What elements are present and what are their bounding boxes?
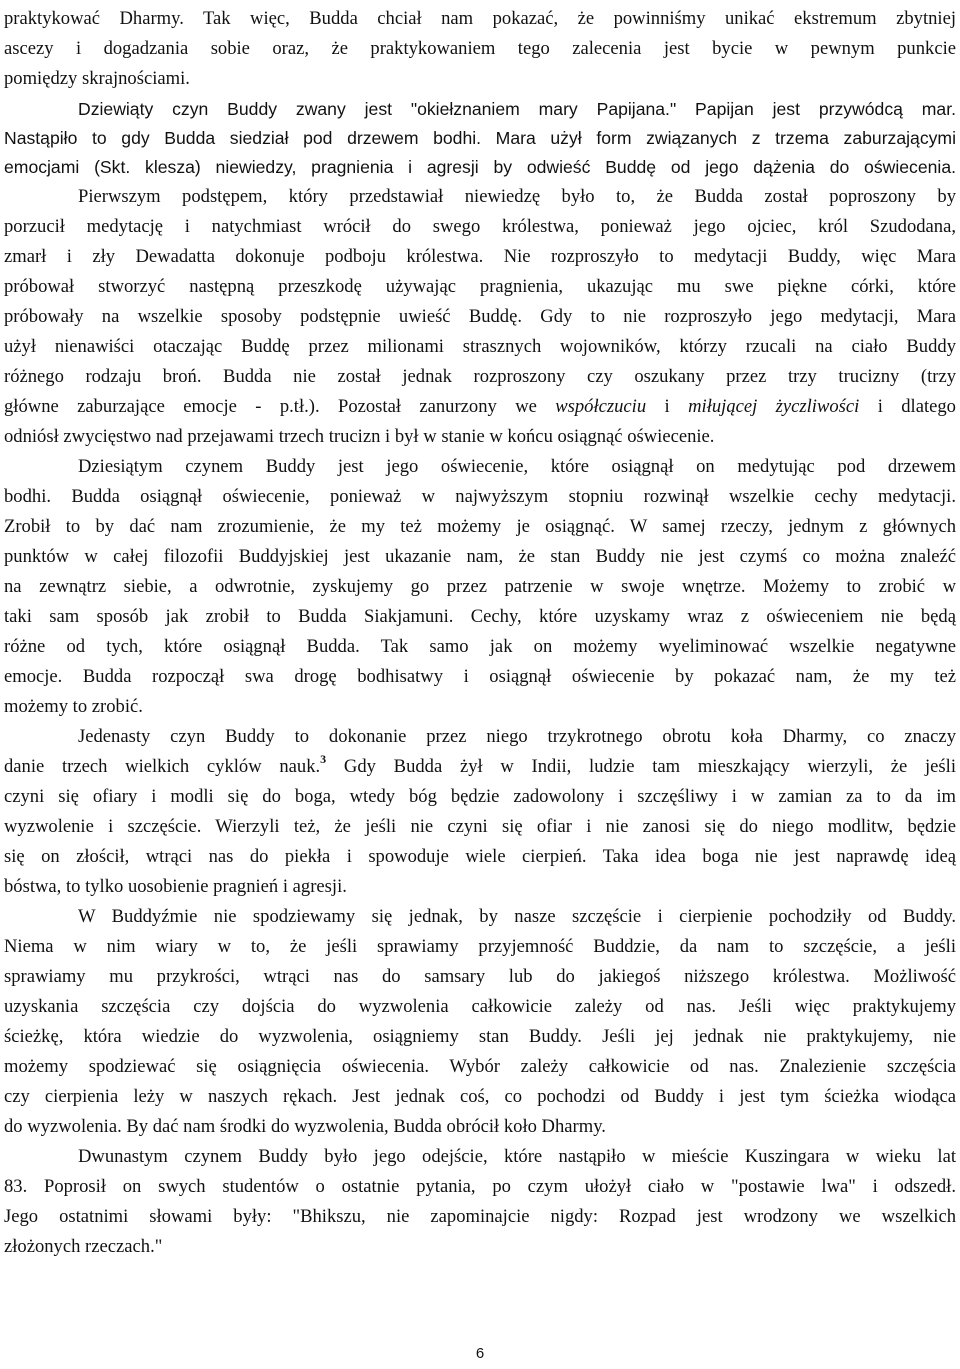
text-span: Dwunastym czynem Buddy było jego odejście, które nastąpiło w mieście Kuszingara w wieku lat [78, 1146, 956, 1167]
text-span: ascezy i dogadzania sobie oraz, że praktykowaniem tego zalecenia jest bycie w pewnym punkcie [4, 38, 956, 59]
text-line [4, 1112, 606, 1142]
text-span: na zewnątrz siebie, a odwrotnie, zyskujemy go przez patrzenie w swoje wnętrze. Możemy to zrobić w [4, 576, 956, 597]
text-line [4, 422, 714, 452]
text-span: Zrobił to by dać nam zrozumienie, że my też możemy je osiągnąć. W samej rzeczy, jednym z głównych [4, 516, 956, 537]
text-span: do wyzwolenia. By dać nam środki do wyzwolenia, Budda obrócił koło Dharmy. [4, 1116, 606, 1137]
text-span: bóstwa, to tylko uosobienie pragnień i agresji. [4, 876, 347, 897]
text-span: próbował stworzyć następną przeszkodę używając pragnienia, ukazując mu swe piękne córki, które [4, 276, 956, 297]
text-line [4, 572, 956, 602]
footnote-marker[interactable]: 3 [320, 751, 327, 766]
text-span: Jedenasty czyn Buddy to dokonanie przez niego trzykrotnego obrotu koła Dharmy, co znaczy [78, 726, 956, 747]
text-line [4, 1202, 956, 1232]
text-span: Jego ostatnimi słowami były: "Bhikszu, nie zapominajcie nigdy: Rozpad jest wrodzony we wszelkich [4, 1206, 956, 1227]
text-line [4, 362, 956, 392]
text-line [4, 1022, 956, 1052]
text-line [4, 123, 956, 154]
text-span: się on złościł, wtrąci nas do piekła i spowoduje wiele cierpień. Taka idea boga nie jest naprawdę ideą [4, 846, 956, 867]
text-span: emocjami (Skt. klesza) niewiedzy, pragnienia i agresji by odwieść Buddę od jego dążenia do oświecenia. [4, 157, 956, 177]
text-span: W Buddyźmie nie spodziewamy się jednak, by nasze szczęście i cierpienie pochodziły od Buddy. [78, 906, 956, 927]
text-span: odniósł zwycięstwo nad przejawami trzech trucizn i był w stanie w końcu osiągnąć oświecenie. [4, 426, 715, 447]
text-line [4, 932, 956, 962]
text-line [78, 182, 956, 212]
text-line [4, 392, 956, 422]
text-line [4, 542, 956, 572]
page-number: 6 [475, 1345, 485, 1362]
text-span: próbowały na wszelkie sposoby podstępnie uwieść Buddę. Gdy to nie rozproszyło jego medytacji, Mara [4, 306, 956, 327]
text-line [4, 332, 956, 362]
text-span: sprawiamy mu przykrości, wtrąci nas do samsary lub do jakiegoś niższego królestwa. Możliwość [4, 966, 956, 987]
text-span: Niema w nim wiary w to, że jeśli sprawiamy przyjemność Buddzie, da nam to szczęście, a jeśli [4, 936, 956, 957]
text-line [78, 722, 956, 752]
text-line [4, 752, 956, 782]
text-line [4, 992, 956, 1022]
text-span: wyzwolenie i szczęście. Wierzyli też, że jeśli nie czyni się ofiar i nie zanosi się do niego modlitw, będzie [4, 816, 956, 837]
text-line [4, 962, 956, 992]
emphasis-text: współczuciu [555, 396, 647, 417]
text-span: praktykować Dharmy. Tak więc, Budda chciał nam pokazać, że powinniśmy unikać ekstremum zbytniej [4, 8, 956, 29]
text-span: użył nienawiści otaczając Buddę przez milionami strasznych wojowników, którzy rzucali na ciało Buddy [4, 336, 956, 357]
text-line [4, 4, 956, 34]
text-line [4, 662, 956, 692]
text-line [4, 152, 956, 183]
text-line [4, 632, 956, 662]
text-span: Gdy Budda żył w Indii, ludzie tam mieszkający wierzyli, że jeśli [326, 756, 956, 777]
text-span: Nastąpiło to gdy Budda siedział pod drzewem bodhi. Mara użył form związanych z trzema zaburzającymi [4, 128, 956, 148]
text-line [78, 1142, 956, 1172]
text-line [4, 512, 956, 542]
text-line [4, 1172, 956, 1202]
text-span: taki sam sposób jak zrobił to Budda Siakjamuni. Cechy, które uzyskamy wraz z oświeceniem nie będą [4, 606, 956, 627]
text-span: 83. Poprosił on swych studentów o ostatnie pytania, po czym ułożył ciało w "postawie lwa" i odszedł. [4, 1176, 956, 1197]
text-span: i [646, 396, 689, 417]
text-line [4, 64, 190, 94]
text-span: różne od tych, które osiągnął Budda. Tak samo jak on możemy wyeliminować wszelkie negatywne [4, 636, 956, 657]
text-line [78, 94, 956, 125]
text-span: różnego rodzaju broń. Budda nie został jednak rozproszony czy oszukany przez trzy trucizny (trzy [4, 366, 956, 387]
text-span: emocje. Budda rozpoczął swa drogę bodhisatwy i osiągnął oświecenie by pokazać nam, że my też [4, 666, 956, 687]
text-line [78, 902, 956, 932]
text-span: możemy to zrobić. [4, 696, 143, 717]
text-line [4, 842, 956, 872]
text-span: uzyskania szczęścia czy dojścia do wyzwolenia całkowicie zależy od nas. Jeśli więc praktykujemy [4, 996, 956, 1017]
text-line [4, 602, 956, 632]
text-line [4, 1082, 956, 1112]
text-span: złożonych rzeczach." [4, 1236, 163, 1257]
text-span: punktów w całej filozofii Buddyjskiej jest ukazanie nam, że stan Buddy nie jest czymś co można znaleźć [4, 546, 956, 567]
text-span: zmarł i zły Dewadatta dokonuje podboju królestwa. Nie rozproszyło to medytacji Buddy, więc Mara [4, 246, 956, 267]
text-line [4, 692, 143, 722]
text-span: i dlatego [859, 396, 956, 417]
emphasis-text: miłującej życzliwości [688, 396, 860, 417]
text-span: Pierwszym podstępem, który przedstawiał niewiedzę było to, że Budda został poproszony by [78, 186, 956, 207]
text-line [4, 242, 956, 272]
text-line [4, 812, 956, 842]
text-span: porzucił medytację i natychmiast wrócił do swego królestwa, ponieważ jego ojciec, król Szudodana, [4, 216, 956, 237]
text-span: czy cierpienia leży w naszych rękach. Jest jednak coś, co pochodzi od Buddy i jest tym ścieżka wiodąca [4, 1086, 956, 1107]
text-span: bodhi. Budda osiągnął oświecenie, ponieważ w najwyższym stopniu rozwinął wszelkie cechy medytacji. [4, 486, 956, 507]
text-line [4, 272, 956, 302]
text-line [4, 302, 956, 332]
text-line [4, 482, 956, 512]
text-span: Dziesiątym czynem Buddy jest jego oświecenie, które osiągnął on medytując pod drzewem [78, 456, 956, 477]
text-line [4, 782, 956, 812]
text-line [4, 34, 956, 64]
text-span: pomiędzy skrajnościami. [4, 68, 190, 89]
text-line [4, 1232, 162, 1262]
text-span: czyni się ofiary i modli się do boga, wtedy bóg będzie zadowolony i szczęśliwy i w zamian za to da im [4, 786, 956, 807]
text-span: danie trzech wielkich cyklów nauk. [4, 756, 321, 777]
text-line [4, 872, 347, 902]
text-line [4, 1052, 956, 1082]
text-line [4, 212, 956, 242]
text-line [78, 452, 956, 482]
text-span: ścieżkę, która wiedzie do wyzwolenia, osiągniemy stan Buddy. Jeśli jej jednak nie praktykujemy, nie [4, 1026, 956, 1047]
text-span: możemy spodziewać się osiągnięcia oświecenia. Wybór zależy całkowicie od nas. Znalezienie szczęścia [4, 1056, 956, 1077]
text-span: główne zaburzające emocje - p.tł.). Pozostał zanurzony we [4, 396, 556, 417]
text-span: Dziewiąty czyn Buddy zwany jest "okiełznaniem mary Papijana." Papijan jest przywódcą mar. [78, 99, 956, 119]
